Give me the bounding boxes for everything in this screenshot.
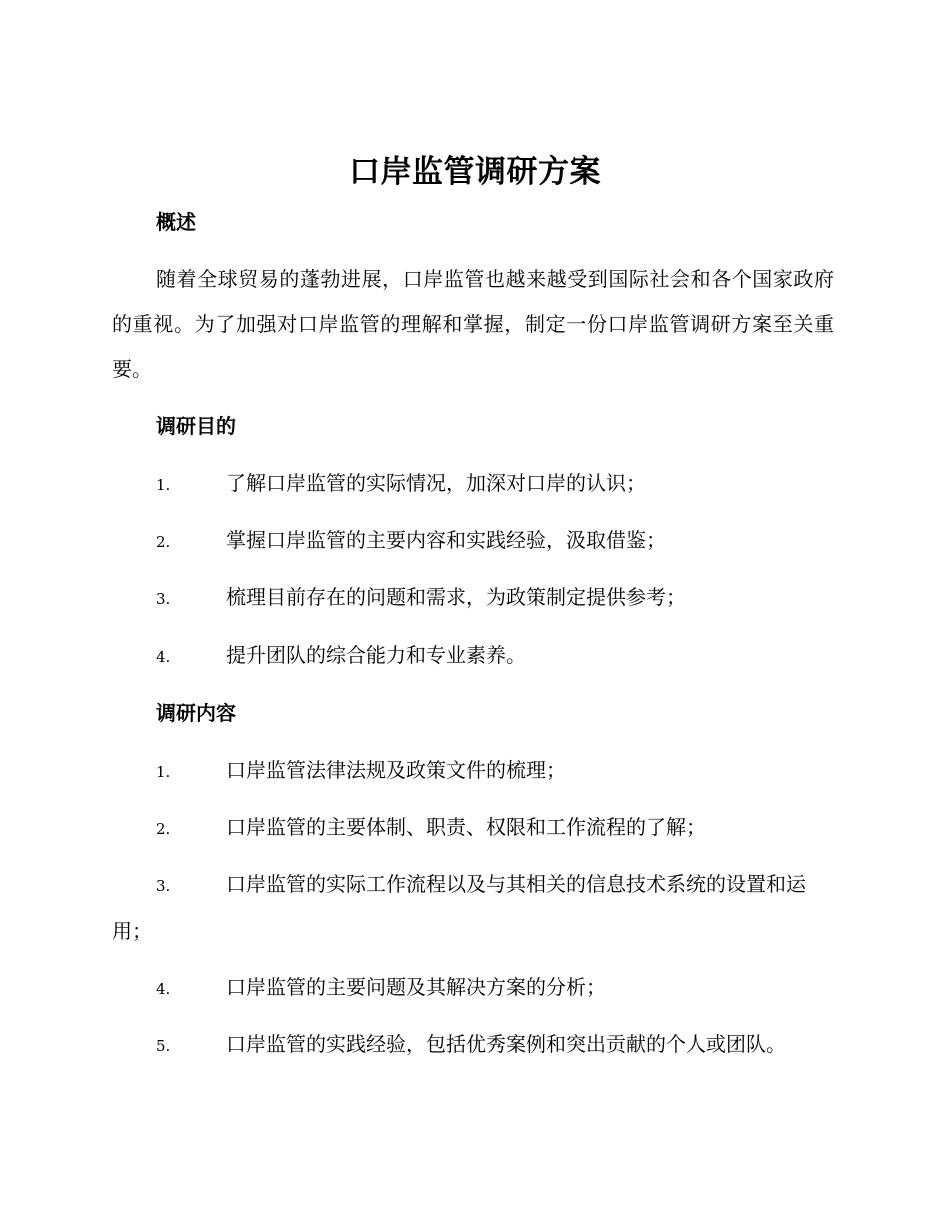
list-item-text: 提升团队的综合能力和专业素养。 bbox=[226, 643, 526, 667]
list-item-text: 口岸监管的主要问题及其解决方案的分析； bbox=[226, 975, 606, 999]
list-item bbox=[112, 748, 834, 795]
list-item bbox=[112, 805, 834, 852]
list-item-number: 5. bbox=[156, 1037, 171, 1055]
list-item-number: 3. bbox=[156, 590, 171, 608]
list-item bbox=[112, 575, 834, 622]
list-item-number: 4. bbox=[156, 648, 171, 666]
document-title: 口岸监管调研方案 bbox=[349, 154, 601, 190]
list-item bbox=[112, 862, 834, 954]
list-item-number: 2. bbox=[156, 820, 171, 838]
list-item-number: 4. bbox=[156, 980, 171, 998]
list-item-text: 梳理目前存在的问题和需求，为政策制定提供参考； bbox=[226, 585, 686, 609]
list-item-text: 了解口岸监管的实际情况，加深对口岸的认识； bbox=[226, 471, 646, 495]
section-heading-purpose: 调研目的 bbox=[156, 414, 236, 438]
section-heading-content: 调研内容 bbox=[156, 701, 236, 725]
list-item-number: 3. bbox=[156, 877, 171, 895]
list-item bbox=[112, 461, 834, 508]
section-heading-overview: 概述 bbox=[156, 210, 196, 234]
list-item-text: 口岸监管的主要体制、职责、权限和工作流程的了解； bbox=[226, 815, 706, 839]
list-item-text: 口岸监管的实践经验，包括优秀案例和突出贡献的个人或团队。 bbox=[226, 1032, 786, 1056]
overview-paragraph: 随着全球贸易的蓬勃进展，口岸监管也越来越受到国际社会和各个国家政府的重视。为了加强对口岸监管的理解和掌握，制定一份口岸监管调研方案至关重要。 bbox=[112, 267, 834, 381]
list-item bbox=[112, 1022, 834, 1069]
list-item-text: 口岸监管法律法规及政策文件的梳理； bbox=[226, 758, 566, 782]
list-item bbox=[112, 633, 834, 680]
list-item-text: 口岸监管的实际工作流程以及与其相关的信息技术系统的设置和运用； bbox=[112, 872, 806, 943]
list-item bbox=[112, 518, 834, 565]
list-item bbox=[112, 965, 834, 1012]
list-item-number: 1. bbox=[156, 763, 171, 781]
list-item-number: 1. bbox=[156, 476, 171, 494]
list-item-text: 掌握口岸监管的主要内容和实践经验，汲取借鉴； bbox=[226, 528, 666, 552]
list-item-number: 2. bbox=[156, 533, 171, 551]
